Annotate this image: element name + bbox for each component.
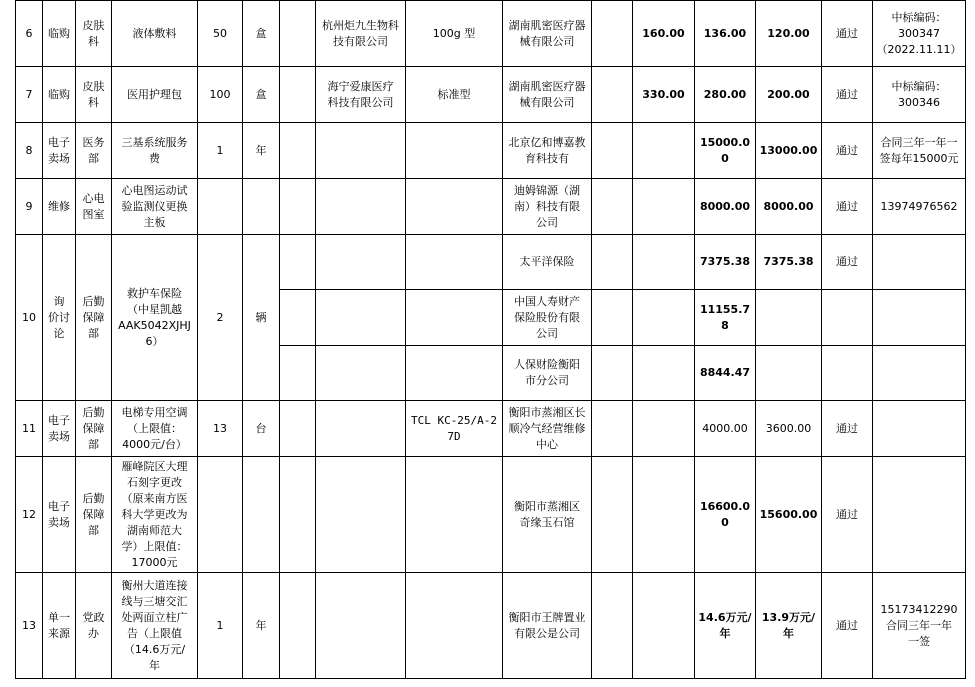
remark: 15173412290 合同三年一年 一签 bbox=[873, 573, 966, 679]
supplier: 衡阳市王牌置业 有限公是公司 bbox=[503, 573, 592, 679]
table-row bbox=[16, 401, 966, 457]
price-original bbox=[633, 401, 695, 457]
procurement-type: 电子 卖场 bbox=[43, 457, 76, 573]
quantity bbox=[198, 457, 243, 573]
price-original bbox=[633, 179, 695, 235]
price-quote: 16600.00 bbox=[695, 457, 756, 573]
price-final: 3600.00 bbox=[756, 401, 822, 457]
remark: 13974976562 bbox=[873, 179, 966, 235]
row-number: 6 bbox=[16, 1, 43, 67]
quantity: 1 bbox=[198, 573, 243, 679]
result-status: 通过 bbox=[822, 67, 873, 123]
row-number: 12 bbox=[16, 457, 43, 573]
empty-cell bbox=[592, 457, 633, 573]
item-name: 三基系统服务 费 bbox=[112, 123, 198, 179]
supplier: 人保财险衡阳 市分公司 bbox=[503, 346, 592, 401]
price-final: 13.9万元/ 年 bbox=[756, 573, 822, 679]
remark: 中标编码： 300347 （2022.11.11） bbox=[873, 1, 966, 67]
remark: 中标编码： 300346 bbox=[873, 67, 966, 123]
empty-cell bbox=[592, 179, 633, 235]
result-status: 通过 bbox=[822, 401, 873, 457]
empty-cell bbox=[592, 346, 633, 401]
unit: 盒 bbox=[243, 67, 280, 123]
unit bbox=[243, 457, 280, 573]
unit: 年 bbox=[243, 573, 280, 679]
empty-cell bbox=[406, 290, 503, 346]
manufacturer bbox=[316, 457, 406, 573]
unit: 辆 bbox=[243, 235, 280, 401]
table-row bbox=[16, 123, 966, 179]
item-name: 衡州大道连接 线与三塘交汇 处两面立柱广 告（上限值 （14.6万元/ 年 bbox=[112, 573, 198, 679]
supplier: 衡阳市蒸湘区长 顺冷气经营维修 中心 bbox=[503, 401, 592, 457]
supplier: 迪姆锦源（湖 南）科技有限 公司 bbox=[503, 179, 592, 235]
price-final: 7375.38 bbox=[756, 235, 822, 290]
empty-cell bbox=[406, 346, 503, 401]
empty-cell bbox=[280, 573, 316, 679]
procurement-type: 电子 卖场 bbox=[43, 401, 76, 457]
empty-cell bbox=[592, 290, 633, 346]
price-original: 160.00 bbox=[633, 1, 695, 67]
supplier: 湖南肌密医疗器 械有限公司 bbox=[503, 1, 592, 67]
result-status: 通过 bbox=[822, 235, 873, 290]
row-number: 13 bbox=[16, 573, 43, 679]
result-status bbox=[822, 290, 873, 346]
empty-cell bbox=[592, 67, 633, 123]
unit: 年 bbox=[243, 123, 280, 179]
manufacturer: 海宁爱康医疗 科技有限公司 bbox=[316, 67, 406, 123]
price-final: 120.00 bbox=[756, 1, 822, 67]
supplier: 湖南肌密医疗器 械有限公司 bbox=[503, 67, 592, 123]
table-row bbox=[16, 179, 966, 235]
empty-cell bbox=[592, 573, 633, 679]
empty-cell bbox=[633, 346, 695, 401]
item-name: 雁峰院区大理 石刻字更改 （原来南方医 科大学更改为 湖南师范大 学）上限值： 17000元 bbox=[112, 457, 198, 573]
supplier: 中国人寿财产 保险股份有限 公司 bbox=[503, 290, 592, 346]
table-row bbox=[16, 235, 966, 290]
item-name: 心电图运动试 验监测仪更换 主板 bbox=[112, 179, 198, 235]
manufacturer bbox=[316, 573, 406, 679]
department: 心电 图室 bbox=[76, 179, 112, 235]
manufacturer: 杭州炬九生物科 技有限公司 bbox=[316, 1, 406, 67]
quantity: 2 bbox=[198, 235, 243, 401]
empty-cell bbox=[633, 235, 695, 290]
empty-cell bbox=[592, 235, 633, 290]
spec: TCL KC-25/A-27D bbox=[406, 401, 503, 457]
procurement-type: 电子 卖场 bbox=[43, 123, 76, 179]
result-status: 通过 bbox=[822, 123, 873, 179]
unit: 台 bbox=[243, 401, 280, 457]
row-number: 11 bbox=[16, 401, 43, 457]
quantity: 100 bbox=[198, 67, 243, 123]
table-row bbox=[16, 1, 966, 67]
price-quote: 8844.47 bbox=[695, 346, 756, 401]
procurement-type: 询 价讨 论 bbox=[43, 235, 76, 401]
unit: 盒 bbox=[243, 1, 280, 67]
row-number: 9 bbox=[16, 179, 43, 235]
manufacturer bbox=[316, 401, 406, 457]
department: 后勤 保障 部 bbox=[76, 401, 112, 457]
quantity bbox=[198, 179, 243, 235]
price-original: 330.00 bbox=[633, 67, 695, 123]
procurement-type: 临购 bbox=[43, 67, 76, 123]
price-original bbox=[633, 457, 695, 573]
supplier: 衡阳市蒸湘区 奇缘玉石馆 bbox=[503, 457, 592, 573]
remark bbox=[873, 346, 966, 401]
result-status bbox=[822, 346, 873, 401]
result-status: 通过 bbox=[822, 179, 873, 235]
empty-cell bbox=[280, 123, 316, 179]
empty-cell bbox=[592, 1, 633, 67]
row-number: 10 bbox=[16, 235, 43, 401]
item-name: 液体敷料 bbox=[112, 1, 198, 67]
department: 后勤 保障 部 bbox=[76, 457, 112, 573]
price-quote: 4000.00 bbox=[695, 401, 756, 457]
price-final: 13000.00 bbox=[756, 123, 822, 179]
procurement-type: 单一 来源 bbox=[43, 573, 76, 679]
price-final bbox=[756, 346, 822, 401]
empty-cell bbox=[280, 235, 316, 290]
price-quote: 7375.38 bbox=[695, 235, 756, 290]
empty-cell bbox=[280, 290, 316, 346]
manufacturer bbox=[316, 123, 406, 179]
department: 党政 办 bbox=[76, 573, 112, 679]
price-final: 200.00 bbox=[756, 67, 822, 123]
remark bbox=[873, 235, 966, 290]
empty-cell bbox=[316, 235, 406, 290]
spec bbox=[406, 179, 503, 235]
department: 皮肤 科 bbox=[76, 67, 112, 123]
empty-cell bbox=[316, 346, 406, 401]
item-name: 救护车保险 （中星凯越 AAK5042XJHJ6） bbox=[112, 235, 198, 401]
row-number: 8 bbox=[16, 123, 43, 179]
empty-cell bbox=[592, 123, 633, 179]
price-original bbox=[633, 573, 695, 679]
empty-cell bbox=[633, 290, 695, 346]
result-status: 通过 bbox=[822, 573, 873, 679]
row-number: 7 bbox=[16, 67, 43, 123]
spec: 100g 型 bbox=[406, 1, 503, 67]
empty-cell bbox=[406, 235, 503, 290]
empty-cell bbox=[592, 401, 633, 457]
empty-cell bbox=[280, 457, 316, 573]
item-name: 电梯专用空调 （上限值： 4000元/台） bbox=[112, 401, 198, 457]
remark bbox=[873, 401, 966, 457]
price-quote: 11155.78 bbox=[695, 290, 756, 346]
remark: 合同三年一年一 签每年15000元 bbox=[873, 123, 966, 179]
price-final: 8000.00 bbox=[756, 179, 822, 235]
price-quote: 15000.00 bbox=[695, 123, 756, 179]
price-final bbox=[756, 290, 822, 346]
price-quote: 280.00 bbox=[695, 67, 756, 123]
table-row bbox=[16, 457, 966, 573]
spec bbox=[406, 123, 503, 179]
price-final: 15600.00 bbox=[756, 457, 822, 573]
price-original bbox=[633, 123, 695, 179]
table-row bbox=[16, 67, 966, 123]
department: 医务 部 bbox=[76, 123, 112, 179]
supplier: 太平洋保险 bbox=[503, 235, 592, 290]
empty-cell bbox=[280, 346, 316, 401]
item-name: 医用护理包 bbox=[112, 67, 198, 123]
spec: 标准型 bbox=[406, 67, 503, 123]
quantity: 13 bbox=[198, 401, 243, 457]
supplier: 北京亿和博嘉教 育科技有 bbox=[503, 123, 592, 179]
quantity: 50 bbox=[198, 1, 243, 67]
empty-cell bbox=[280, 1, 316, 67]
table-row bbox=[16, 573, 966, 679]
remark bbox=[873, 457, 966, 573]
empty-cell bbox=[280, 67, 316, 123]
unit bbox=[243, 179, 280, 235]
quantity: 1 bbox=[198, 123, 243, 179]
price-quote: 136.00 bbox=[695, 1, 756, 67]
result-status: 通过 bbox=[822, 457, 873, 573]
department: 皮肤 科 bbox=[76, 1, 112, 67]
empty-cell bbox=[316, 290, 406, 346]
spec bbox=[406, 573, 503, 679]
manufacturer bbox=[316, 179, 406, 235]
procurement-type: 维修 bbox=[43, 179, 76, 235]
empty-cell bbox=[280, 179, 316, 235]
price-quote: 8000.00 bbox=[695, 179, 756, 235]
department: 后勤 保障 部 bbox=[76, 235, 112, 401]
remark bbox=[873, 290, 966, 346]
empty-cell bbox=[280, 401, 316, 457]
spec bbox=[406, 457, 503, 573]
result-status: 通过 bbox=[822, 1, 873, 67]
procurement-type: 临购 bbox=[43, 1, 76, 67]
procurement-table bbox=[15, 0, 966, 679]
price-quote: 14.6万元/ 年 bbox=[695, 573, 756, 679]
